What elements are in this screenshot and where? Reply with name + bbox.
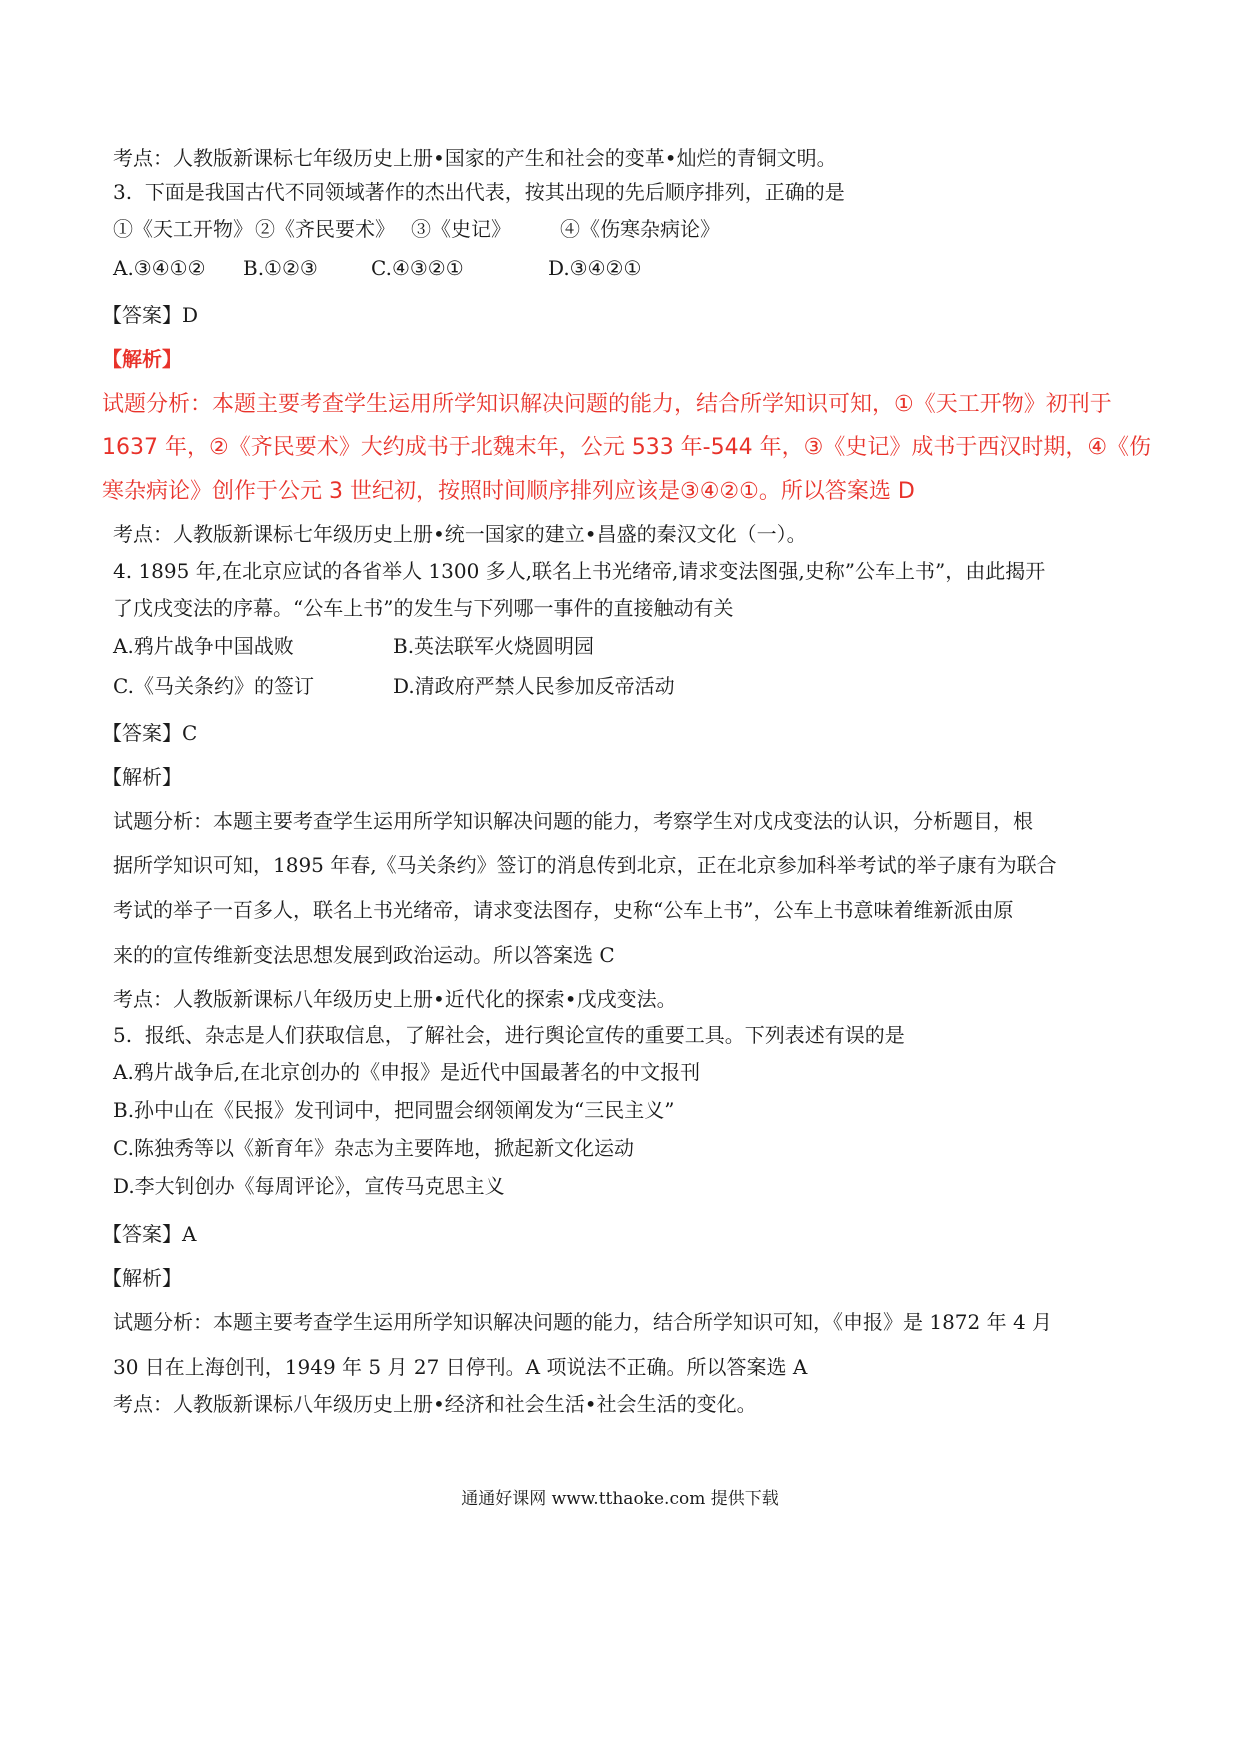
question-number: 5. [113, 1023, 133, 1047]
answer-label: 【答案】 [102, 1222, 182, 1246]
question-4-stem [113, 558, 1045, 584]
question-4-stem-cont: 了戊戌变法的序幕。“公车上书”的发生与下列哪一事件的直接触动有关 [113, 596, 734, 620]
kaodian-line: 考点：人教版新课标八年级历史上册•经济和社会生活•社会生活的变化。 [113, 1392, 757, 1416]
kaodian-line: 考点：人教版新课标八年级历史上册•近代化的探索•戊戌变法。 [113, 987, 677, 1011]
kaodian-line: 考点：人教版新课标七年级历史上册•国家的产生和社会的变革•灿烂的青铜文明。 [113, 146, 837, 170]
analysis-line: 考试的举子一百多人，联名上书光绪帝，请求变法图存，史称“公车上书”，公车上书意味着维新派由原 [113, 898, 1014, 922]
analysis-line: 来的的宣传维新变法思想发展到政治运动。所以答案选 C [113, 943, 615, 967]
option-d: D.③④②① [548, 256, 642, 280]
item: ①《天工开物》 [113, 217, 253, 241]
analysis-line: 据所学知识可知，1895 年春,《马关条约》签订的消息传到北京，正在北京参加科举考试的举子康有为联合 [113, 853, 1057, 877]
answer-value: C [182, 721, 198, 745]
answer-label: 【答案】 [102, 721, 182, 745]
option-c: C.陈独秀等以《新育年》杂志为主要阵地，掀起新文化运动 [113, 1136, 634, 1160]
analysis-line: 试题分析：本题主要考查学生运用所学知识解决问题的能力，结合所学知识可知，《申报》是 1872 年 4 月 [113, 1310, 1053, 1334]
item: ④《伤寒杂病论》 [560, 217, 720, 241]
question-text: 报纸、杂志是人们获取信息，了解社会，进行舆论宣传的重要工具。下列表述有误的是 [144, 1023, 905, 1047]
answer-label: 【答案】 [102, 303, 182, 327]
answer-line [102, 720, 197, 746]
analysis-line: 30 日在上海创刊，1949 年 5 月 27 日停刊。A 项说法不正确。所以答案选 A [113, 1355, 808, 1379]
option-c: C.④③②① [371, 256, 464, 280]
page-footer: 通通好课网 www.tthaoke.com 提供下载 [461, 1489, 779, 1509]
analysis-label: 【解析】 [102, 765, 182, 789]
option-a: A.鸦片战争后,在北京创办的《申报》是近代中国最著名的中文报刊 [113, 1060, 701, 1084]
question-text: 1895 年,在北京应试的各省举人 1300 多人,联名上书光绪帝,请求变法图强,史称”公车上书”，由此揭开 [138, 559, 1046, 583]
option-a: A.鸦片战争中国战败 [113, 634, 294, 658]
question-number: 4. [113, 559, 133, 583]
kaodian-line: 考点：人教版新课标七年级历史上册•统一国家的建立•昌盛的秦汉文化（一）。 [113, 522, 807, 546]
answer-value: D [182, 303, 199, 327]
item: ③《史记》 [411, 217, 511, 241]
analysis-line: 试题分析：本题主要考查学生运用所学知识解决问题的能力，考察学生对戊戌变法的认识，分析题目，根 [113, 809, 1033, 833]
analysis-line: 寒杂病论》创作于公元 3 世纪初，按照时间顺序排列应该是③④②①。所以答案选 D [102, 479, 915, 504]
answer-line [102, 1221, 196, 1247]
option-d: D.李大钊创办《每周评论》，宣传马克思主义 [113, 1174, 505, 1198]
option-a: A.③④①② [113, 256, 206, 280]
question-text: 下面是我国古代不同领域著作的杰出代表，按其出现的先后顺序排列，正确的是 [144, 180, 845, 204]
question-3-stem [113, 179, 845, 205]
answer-line [102, 302, 198, 328]
analysis-line: 1637 年，②《齐民要术》大约成书于北魏末年，公元 533 年-544 年，③《史记》成书于西汉时期，④《伤 [102, 435, 1152, 460]
item: ②《齐民要术》 [255, 217, 395, 241]
option-c: C.《马关条约》的签订 [113, 674, 314, 698]
analysis-label: 【解析】 [102, 1266, 182, 1290]
question-number: 3. [113, 180, 133, 204]
analysis-label: 【解析】 [102, 347, 182, 371]
question-5-stem [113, 1022, 905, 1048]
answer-value: A [182, 1222, 197, 1246]
option-b: B.孙中山在《民报》发刊词中，把同盟会纲领阐发为“三民主义” [113, 1098, 675, 1122]
option-d: D.清政府严禁人民参加反帝活动 [393, 674, 675, 698]
analysis-line: 试题分析：本题主要考查学生运用所学知识解决问题的能力，结合所学知识可知，①《天工开物》初刊于 [102, 392, 1112, 417]
option-b: B.①②③ [243, 256, 318, 280]
option-b: B.英法联军火烧圆明园 [393, 634, 595, 658]
